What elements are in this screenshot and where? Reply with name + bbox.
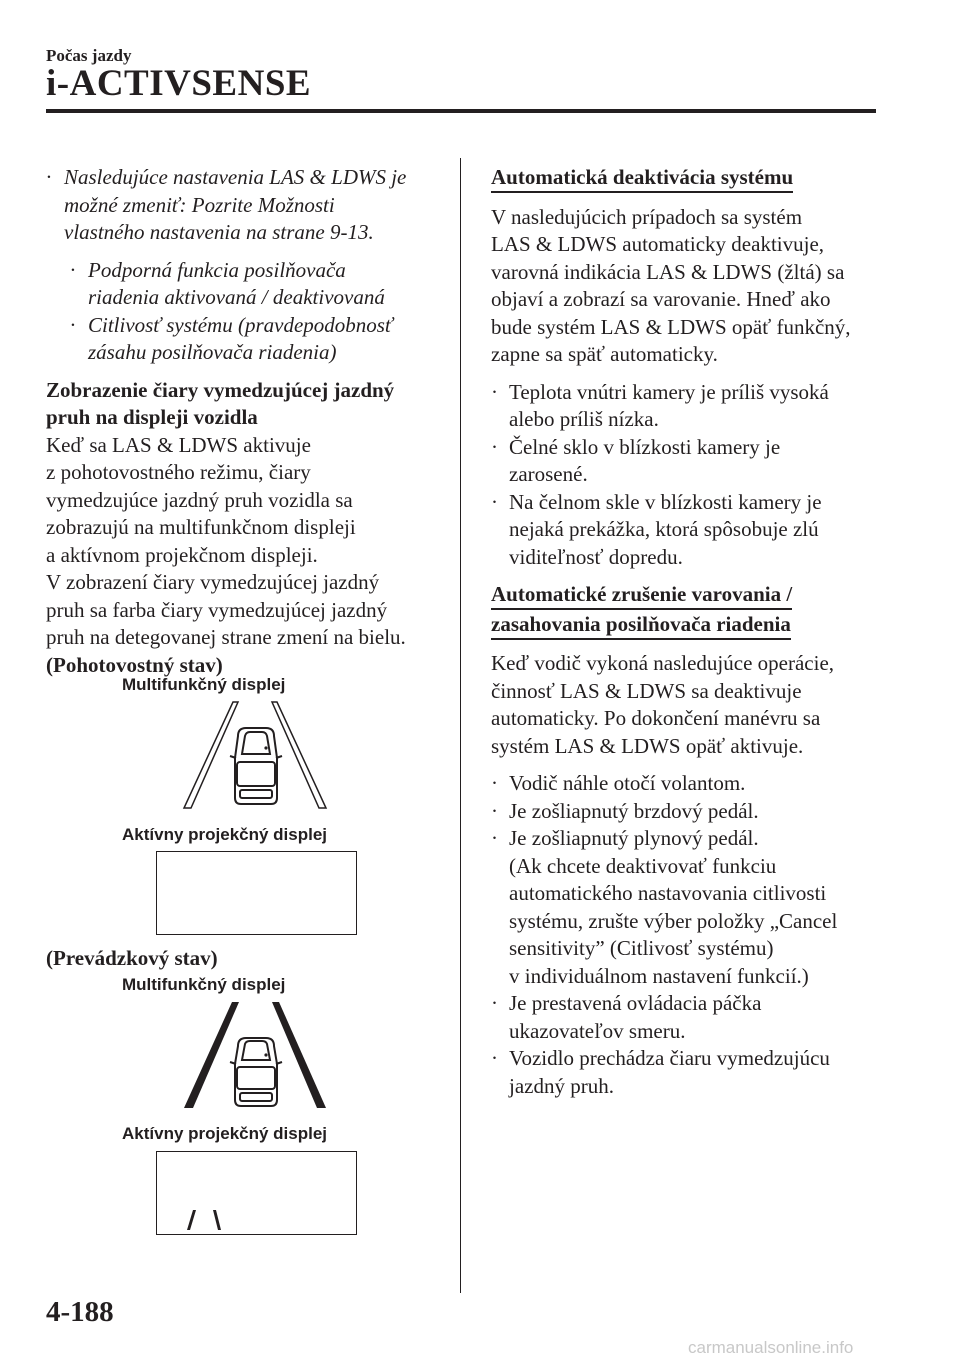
bullet-dot: · [491, 1046, 498, 1070]
list-item [491, 825, 891, 990]
text-line: a aktívnom projekčnom displeji. [46, 542, 318, 567]
text-line: Vodič náhle otočí volantom. [509, 771, 746, 795]
text-line: pruh sa farba čiary vymedzujúcej jazdný [46, 597, 388, 622]
text-line: Vozidlo prechádza čiaru vymedzujúcu [509, 1046, 830, 1070]
text-line: Čelné sklo v blízkosti kamery je [509, 434, 781, 459]
text-line: zásahu posilňovača riadenia) [88, 340, 337, 364]
text-line: Keď vodič vykoná nasledujúce operácie, [491, 651, 835, 675]
text-line: v individuálnom nastavení funkcií.) [509, 963, 809, 988]
text-line: LAS & LDWS automaticky deaktivuje, [491, 232, 825, 256]
column-divider [460, 158, 461, 1293]
text-line: bude systém LAS & LDWS opäť funkčný, [491, 314, 851, 339]
list-item [491, 770, 891, 798]
right-column [491, 164, 891, 1100]
text-line: zobrazujú na multifunkčnom displeji [46, 515, 356, 539]
bullet-dot: · [491, 434, 498, 459]
text-line: automatického nastavovania citlivosti [509, 881, 827, 905]
text-line: systém LAS & LDWS opäť aktivuje. [491, 733, 804, 758]
lane-display-paragraph [46, 432, 456, 652]
text-line: objaví a zobrazí sa varovanie. Hneď ako [491, 287, 831, 311]
text-line: systému, zrušte výber položky „Cancel [509, 908, 838, 933]
header-rule [46, 109, 876, 113]
bullet-dot: · [491, 991, 498, 1015]
text-line: riadenia aktivovaná / deaktivovaná [88, 285, 385, 309]
text-line: Podporná funkcia posilňovača [88, 257, 346, 282]
text-line: Automatické zrušenie varovania / [491, 582, 792, 610]
sub-bullet-assist [46, 257, 456, 312]
camera-dot [264, 1053, 267, 1056]
operating-label: (Prevádzkový stav) [46, 946, 218, 970]
list-item [491, 434, 891, 489]
text-line: Je zošliapnutý plynový pedál. [509, 826, 759, 850]
auto-cancel-heading [491, 581, 891, 638]
active-display-operating [156, 1151, 357, 1235]
text-line: vlastného nastavenia na strane 9-13. [64, 220, 374, 244]
auto-cancel-paragraph [491, 650, 891, 760]
sub-bullet-sensitivity [46, 312, 456, 367]
text-line: Na čelnom skle v blízkosti kamery je [509, 489, 822, 514]
text-line: zarosené. [509, 462, 588, 486]
text-line: z pohotovostného režimu, čiary [46, 460, 311, 484]
hud-lane-lines [185, 1208, 225, 1232]
text-line: automaticky. Po dokončení manévru sa [491, 706, 821, 730]
auto-deactivation-paragraph [491, 204, 891, 369]
text-line: sensitivity” (Citlivosť systému) [509, 936, 774, 960]
text-line: ukazovateľov smeru. [509, 1018, 686, 1043]
watermark: carmanualsonline.info [688, 1338, 854, 1357]
text-line: viditeľnosť dopredu. [509, 544, 683, 569]
text-line: alebo príliš nízka. [509, 407, 659, 431]
text-line: Keď sa LAS & LDWS aktivuje [46, 432, 311, 457]
bullet-dot: · [491, 489, 498, 514]
bullet-dot: · [70, 257, 76, 282]
bullet-dot: · [491, 826, 498, 850]
text-line: nejaká prekážka, ktorá spôsobuje zlú [509, 517, 819, 541]
settings-bullet [46, 164, 456, 247]
text-line: Teplota vnútri kamery je príliš vysoká [509, 379, 829, 404]
fig-active-label-operating: Aktívny projekčný displej [122, 1124, 328, 1143]
left-column [46, 164, 456, 679]
text-line: varovná indikácia LAS & LDWS (žltá) sa [491, 259, 845, 284]
list-item [491, 379, 891, 434]
text-line: možné zmeniť: Pozrite Možnosti [64, 192, 335, 217]
bullet-dot: · [491, 379, 498, 404]
car-icon [230, 728, 282, 804]
auto-deactivation-heading: Automatická deaktivácia systému [491, 165, 793, 193]
bullet-dot: · [491, 771, 498, 795]
list-item [491, 990, 891, 1045]
text-line: Je zošliapnutý brzdový pedál. [509, 798, 759, 823]
fig-active-label-standby: Aktívny projekčný displej [122, 825, 328, 844]
active-display-standby [156, 851, 357, 935]
list-item [491, 489, 891, 572]
list-item [491, 1045, 891, 1100]
text-line: jazdný pruh. [509, 1073, 614, 1098]
bullet-dot: · [70, 312, 76, 337]
text-line: vymedzujúce jazdný pruh vozidla sa [46, 487, 353, 512]
text-line: Je prestavená ovládacia páčka [509, 991, 762, 1015]
section-title: i-ACTIVSENSE [46, 63, 312, 104]
bullet-dot: · [491, 798, 498, 823]
text-line: Nasledujúce nastavenia LAS & LDWS je [64, 165, 407, 189]
page-number: 4-188 [46, 1296, 114, 1328]
standby-label: (Pohotovostný stav) [46, 652, 223, 677]
car-icon [230, 1038, 282, 1106]
bullet-dot: · [46, 165, 52, 189]
text-line: Zobrazenie čiary vymedzujúcej jazdný [46, 377, 395, 402]
fig-multi-label-operating: Multifunkčný displej [122, 975, 286, 994]
text-line: zapne sa späť automaticky. [491, 342, 718, 366]
chapter-title: Počas jazdy [46, 46, 132, 65]
text-line: (Ak chcete deaktivovať funkciu [509, 853, 777, 878]
lane-display-heading [46, 377, 456, 432]
text-line: V zobrazení čiary vymedzujúcej jazdný [46, 570, 380, 594]
text-line: pruh na detegovanej strane zmení na bielu. [46, 625, 406, 649]
fig-multi-label-standby: Multifunkčný displej [122, 675, 286, 694]
camera-dot [264, 746, 267, 749]
text-line: V nasledujúcich prípadoch sa systém [491, 204, 803, 229]
text-line: pruh na displeji vozidla [46, 405, 258, 429]
text-line: činnosť LAS & LDWS sa deaktivuje [491, 678, 802, 703]
text-line: Citlivosť systému (pravdepodobnosť [88, 312, 393, 337]
multifunction-display-operating [180, 998, 330, 1113]
multifunction-display-standby [180, 698, 330, 813]
text-line: zasahovania posilňovača riadenia [491, 612, 791, 640]
list-item [491, 798, 891, 826]
